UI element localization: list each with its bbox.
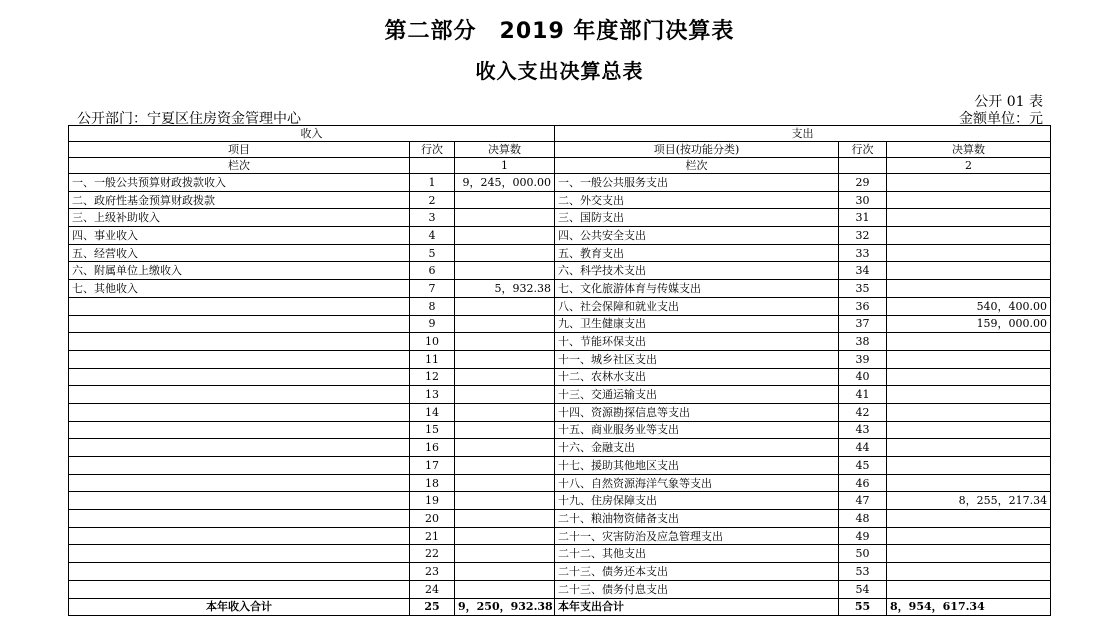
expense-amount-cell xyxy=(887,368,1051,386)
table-row xyxy=(69,403,1051,421)
table-row xyxy=(69,474,1051,492)
table-row xyxy=(69,563,1051,581)
income-row-no-cell: 13 xyxy=(410,386,455,404)
expense-amount-cell xyxy=(887,527,1051,545)
expense-item-cell: 二十一、灾害防治及应急管理支出 xyxy=(555,527,839,545)
expense-item-cell: 六、科学技术支出 xyxy=(555,262,839,280)
expense-item-cell: 八、社会保障和就业支出 xyxy=(555,297,839,315)
income-total-amount: 9，250，932.38 xyxy=(455,598,555,616)
expense-item-cell: 二十三、债务付息支出 xyxy=(555,580,839,598)
income-item-cell xyxy=(69,403,410,421)
income-row-no-header: 行次 xyxy=(410,142,455,158)
expense-item-header: 项目(按功能分类) xyxy=(555,142,839,158)
expense-row-no-cell: 54 xyxy=(839,580,887,598)
expense-row-no-cell: 48 xyxy=(839,510,887,528)
income-row-no-cell: 24 xyxy=(410,580,455,598)
income-amount-cell xyxy=(455,457,555,475)
expense-amount-cell xyxy=(887,421,1051,439)
table-row xyxy=(69,262,1051,280)
expense-row-no-cell: 44 xyxy=(839,439,887,457)
expense-amount-cell xyxy=(887,227,1051,245)
table-row xyxy=(69,492,1051,510)
income-row-no-cell: 2 xyxy=(410,191,455,209)
table-row xyxy=(69,191,1051,209)
expense-item-cell: 十七、援助其他地区支出 xyxy=(555,457,839,475)
income-total-label: 本年收入合计 xyxy=(69,598,410,616)
table-row xyxy=(69,280,1051,298)
expense-amount-cell xyxy=(887,209,1051,227)
expense-row-no-cell: 49 xyxy=(839,527,887,545)
expense-amount-cell xyxy=(887,439,1051,457)
income-row-no-cell: 1 xyxy=(410,174,455,192)
expense-row-no-cell: 45 xyxy=(839,457,887,475)
expense-row-no-cell: 42 xyxy=(839,403,887,421)
column-header-row xyxy=(69,142,1051,158)
expense-item-cell: 二十二、其他支出 xyxy=(555,545,839,563)
income-row-no-cell: 20 xyxy=(410,510,455,528)
expense-item-cell: 九、卫生健康支出 xyxy=(555,315,839,333)
expense-amount-cell xyxy=(887,474,1051,492)
table-row xyxy=(69,350,1051,368)
income-item-cell: 四、事业收入 xyxy=(69,227,410,245)
table-number: 公开 01 表 xyxy=(974,94,1043,110)
expense-column-label: 栏次 xyxy=(555,158,839,174)
income-row-no-cell: 3 xyxy=(410,209,455,227)
expense-row-no-cell: 38 xyxy=(839,333,887,351)
expense-row-no-cell: 43 xyxy=(839,421,887,439)
table-row xyxy=(69,510,1051,528)
table-row xyxy=(69,315,1051,333)
page-title: 第二部分 2019 年度部门决算表 xyxy=(384,19,735,44)
income-amount-cell xyxy=(455,244,555,262)
expense-total-amount: 8，954，617.34 xyxy=(887,598,1051,616)
unit-label: 金额单位：元 xyxy=(959,111,1043,127)
expense-row-no-cell: 35 xyxy=(839,280,887,298)
income-amount-cell xyxy=(455,297,555,315)
expense-amount-cell: 8，255，217.34 xyxy=(887,492,1051,510)
income-row-no-cell: 11 xyxy=(410,350,455,368)
income-amount-header: 决算数 xyxy=(455,142,555,158)
income-column-number: 1 xyxy=(455,158,555,174)
expense-amount-cell xyxy=(887,457,1051,475)
income-amount-cell: 9，245，000.00 xyxy=(455,174,555,192)
income-amount-cell xyxy=(455,262,555,280)
income-row-no-cell: 14 xyxy=(410,403,455,421)
expense-amount-cell xyxy=(887,350,1051,368)
income-row-no-cell: 5 xyxy=(410,244,455,262)
expense-amount-cell: 159，000.00 xyxy=(887,315,1051,333)
income-amount-cell xyxy=(455,350,555,368)
expense-row-no-cell: 36 xyxy=(839,297,887,315)
expense-row-no-cell: 46 xyxy=(839,474,887,492)
income-row-no-cell: 15 xyxy=(410,421,455,439)
table-row xyxy=(69,580,1051,598)
expense-row-no-cell: 37 xyxy=(839,315,887,333)
income-item-cell: 六、附属单位上缴收入 xyxy=(69,262,410,280)
income-item-cell xyxy=(69,527,410,545)
expense-amount-cell xyxy=(887,563,1051,581)
expense-item-cell: 十九、住房保障支出 xyxy=(555,492,839,510)
expense-row-no-cell: 31 xyxy=(839,209,887,227)
expense-amount-cell xyxy=(887,262,1051,280)
expense-amount-header: 决算数 xyxy=(887,142,1051,158)
table-row xyxy=(69,545,1051,563)
income-amount-cell xyxy=(455,315,555,333)
income-item-cell xyxy=(69,439,410,457)
income-item-cell xyxy=(69,545,410,563)
expense-amount-cell xyxy=(887,545,1051,563)
expense-total-label: 本年支出合计 xyxy=(555,598,839,616)
income-amount-cell: 5，932.38 xyxy=(455,280,555,298)
income-row-no-cell: 16 xyxy=(410,439,455,457)
income-item-cell xyxy=(69,297,410,315)
income-amount-cell xyxy=(455,580,555,598)
expense-column-blank xyxy=(839,158,887,174)
income-item-cell: 七、其他收入 xyxy=(69,280,410,298)
income-row-no-cell: 17 xyxy=(410,457,455,475)
income-item-cell xyxy=(69,315,410,333)
income-amount-cell xyxy=(455,368,555,386)
income-item-cell xyxy=(69,368,410,386)
income-amount-cell xyxy=(455,492,555,510)
income-item-cell xyxy=(69,350,410,368)
expense-amount-cell xyxy=(887,403,1051,421)
expense-amount-cell xyxy=(887,280,1051,298)
income-amount-cell xyxy=(455,386,555,404)
total-row xyxy=(69,598,1051,616)
table-row xyxy=(69,227,1051,245)
expense-item-cell: 二十、粮油物资储备支出 xyxy=(555,510,839,528)
income-row-no-cell: 10 xyxy=(410,333,455,351)
department-label: 公开部门：宁夏区住房资金管理中心 xyxy=(77,111,301,127)
income-row-no-cell: 7 xyxy=(410,280,455,298)
income-amount-cell xyxy=(455,510,555,528)
table-row xyxy=(69,368,1051,386)
table-row xyxy=(69,244,1051,262)
expense-item-cell: 十、节能环保支出 xyxy=(555,333,839,351)
expense-row-no-cell: 40 xyxy=(839,368,887,386)
income-item-cell xyxy=(69,580,410,598)
income-row-no-cell: 23 xyxy=(410,563,455,581)
income-total-row-no: 25 xyxy=(410,598,455,616)
expense-item-cell: 一、一般公共服务支出 xyxy=(555,174,839,192)
expense-item-cell: 十三、交通运输支出 xyxy=(555,386,839,404)
expense-item-cell: 十六、金融支出 xyxy=(555,439,839,457)
expense-item-cell: 三、国防支出 xyxy=(555,209,839,227)
section-header-row xyxy=(69,126,1051,142)
expense-item-cell: 二、外交支出 xyxy=(555,191,839,209)
table-row xyxy=(69,457,1051,475)
income-row-no-cell: 8 xyxy=(410,297,455,315)
expense-item-cell: 七、文化旅游体育与传媒支出 xyxy=(555,280,839,298)
income-amount-cell xyxy=(455,421,555,439)
expense-item-cell: 二十三、债务还本支出 xyxy=(555,563,839,581)
income-amount-cell xyxy=(455,403,555,421)
expense-item-cell: 四、公共安全支出 xyxy=(555,227,839,245)
expense-amount-cell xyxy=(887,510,1051,528)
table-title: 收入支出决算总表 xyxy=(475,59,644,83)
expense-total-row-no: 55 xyxy=(839,598,887,616)
income-column-label: 栏次 xyxy=(69,158,410,174)
income-row-no-cell: 12 xyxy=(410,368,455,386)
income-item-cell xyxy=(69,474,410,492)
expense-row-no-cell: 30 xyxy=(839,191,887,209)
expense-row-no-header: 行次 xyxy=(839,142,887,158)
income-row-no-cell: 22 xyxy=(410,545,455,563)
income-item-cell xyxy=(69,386,410,404)
income-item-cell xyxy=(69,457,410,475)
income-expense-table xyxy=(68,125,1051,616)
expense-header: 支出 xyxy=(555,126,1051,142)
expense-row-no-cell: 50 xyxy=(839,545,887,563)
expense-row-no-cell: 53 xyxy=(839,563,887,581)
income-row-no-cell: 4 xyxy=(410,227,455,245)
expense-item-cell: 十一、城乡社区支出 xyxy=(555,350,839,368)
income-item-cell xyxy=(69,563,410,581)
expense-row-no-cell: 39 xyxy=(839,350,887,368)
expense-row-no-cell: 32 xyxy=(839,227,887,245)
income-row-no-cell: 21 xyxy=(410,527,455,545)
table-row xyxy=(69,333,1051,351)
income-item-cell xyxy=(69,492,410,510)
income-amount-cell xyxy=(455,563,555,581)
expense-item-cell: 十二、农林水支出 xyxy=(555,368,839,386)
expense-amount-cell xyxy=(887,191,1051,209)
income-item-cell xyxy=(69,421,410,439)
income-amount-cell xyxy=(455,545,555,563)
income-amount-cell xyxy=(455,227,555,245)
expense-item-cell: 十四、资源勘探信息等支出 xyxy=(555,403,839,421)
expense-item-cell: 十五、商业服务业等支出 xyxy=(555,421,839,439)
expense-amount-cell xyxy=(887,244,1051,262)
expense-column-number: 2 xyxy=(887,158,1051,174)
income-header: 收入 xyxy=(69,126,555,142)
expense-amount-cell xyxy=(887,580,1051,598)
income-item-cell: 五、经营收入 xyxy=(69,244,410,262)
income-amount-cell xyxy=(455,191,555,209)
expense-item-cell: 五、教育支出 xyxy=(555,244,839,262)
expense-row-no-cell: 33 xyxy=(839,244,887,262)
expense-row-no-cell: 41 xyxy=(839,386,887,404)
expense-amount-cell xyxy=(887,333,1051,351)
income-item-header: 项目 xyxy=(69,142,410,158)
table-row xyxy=(69,209,1051,227)
income-row-no-cell: 6 xyxy=(410,262,455,280)
income-amount-cell xyxy=(455,333,555,351)
income-row-no-cell: 9 xyxy=(410,315,455,333)
income-item-cell: 一、一般公共预算财政拨款收入 xyxy=(69,174,410,192)
income-item-cell xyxy=(69,333,410,351)
income-item-cell: 二、政府性基金预算财政拨款 xyxy=(69,191,410,209)
table-row xyxy=(69,439,1051,457)
income-row-no-cell: 19 xyxy=(410,492,455,510)
table-row xyxy=(69,297,1051,315)
expense-amount-cell xyxy=(887,386,1051,404)
income-amount-cell xyxy=(455,209,555,227)
income-item-cell: 三、上级补助收入 xyxy=(69,209,410,227)
income-amount-cell xyxy=(455,474,555,492)
table-row xyxy=(69,527,1051,545)
income-column-blank xyxy=(410,158,455,174)
table-row xyxy=(69,174,1051,192)
income-row-no-cell: 18 xyxy=(410,474,455,492)
expense-item-cell: 十八、自然资源海洋气象等支出 xyxy=(555,474,839,492)
expense-row-no-cell: 34 xyxy=(839,262,887,280)
income-amount-cell xyxy=(455,439,555,457)
column-number-row xyxy=(69,158,1051,174)
expense-row-no-cell: 47 xyxy=(839,492,887,510)
expense-amount-cell: 540，400.00 xyxy=(887,297,1051,315)
table-row xyxy=(69,386,1051,404)
income-item-cell xyxy=(69,510,410,528)
expense-amount-cell xyxy=(887,174,1051,192)
income-amount-cell xyxy=(455,527,555,545)
expense-row-no-cell: 29 xyxy=(839,174,887,192)
table-row xyxy=(69,421,1051,439)
